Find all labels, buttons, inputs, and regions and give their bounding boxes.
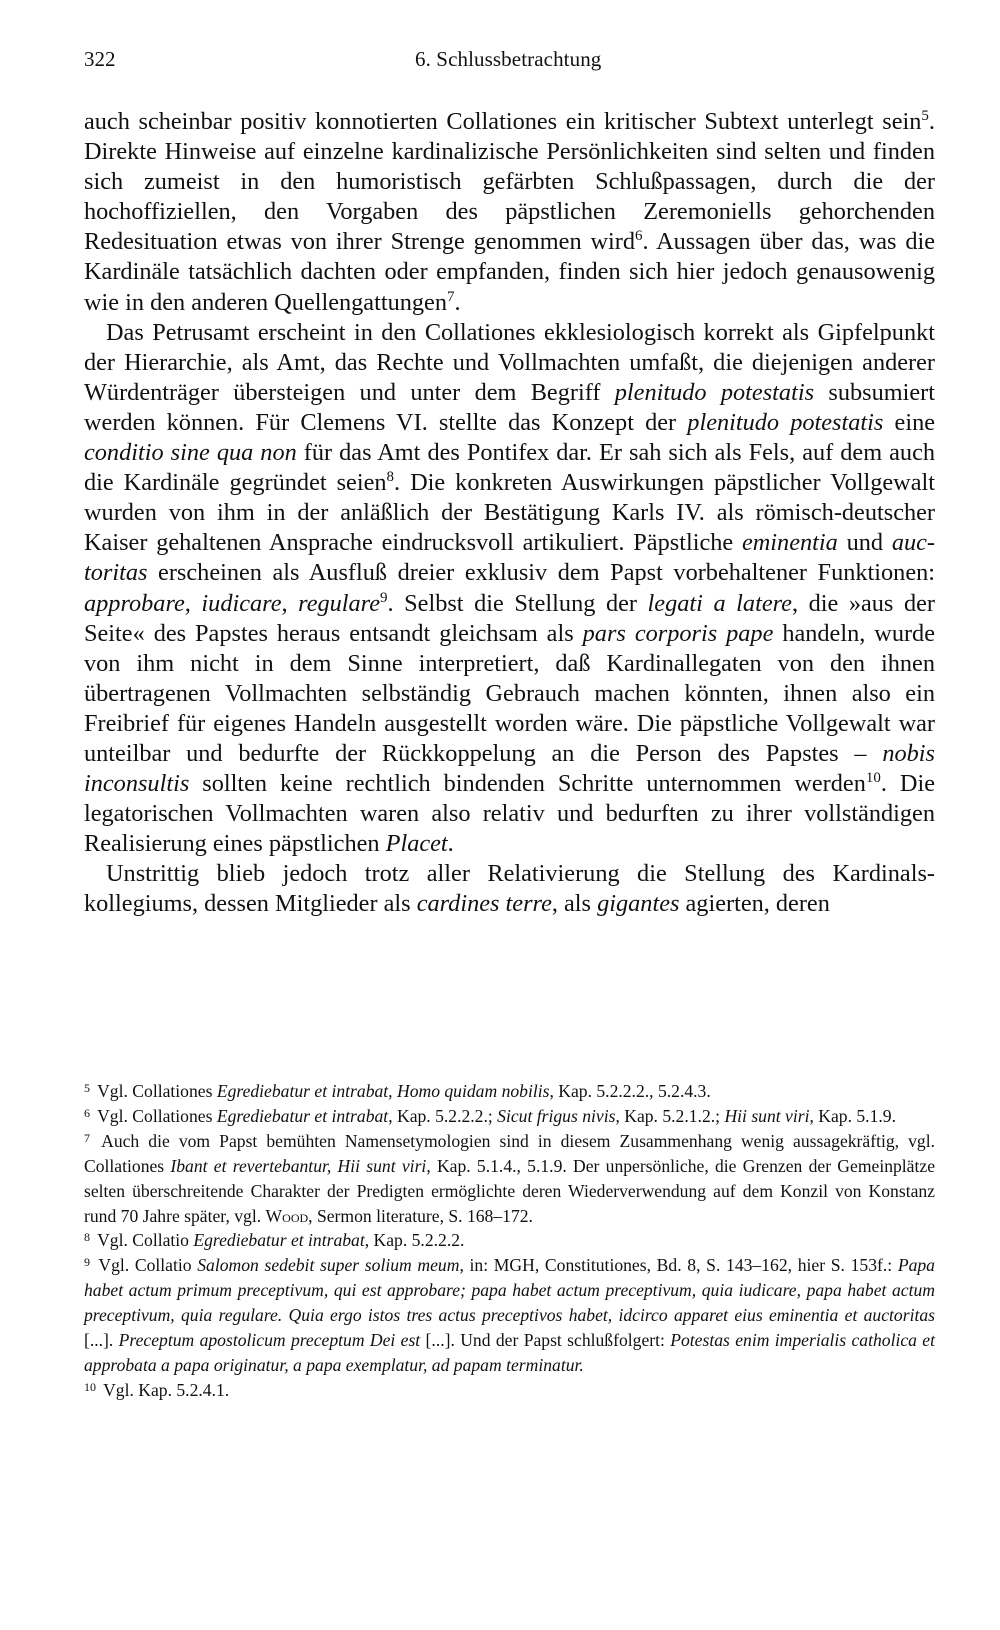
text-run: , Kap. 5.2.2.2., 5.2.4.3. [549,1081,711,1101]
text-run: . Aussagen über das, was die Kardinäle tatsächlich dachten oder empfanden, finden sich hier jedoch genausowenig wie in den anderen Quellengattungen [84,228,935,316]
text-run: . Die konkreten Auswirkungen päpstlicher Vollgewalt wurden von ihm in der anläßlich der Bestätigung Karls IV. als römisch-deutscher Kaiser gehaltenen Ansprache eindrucksvoll artikuliert. Päpstliche [84,469,935,557]
footnote-number: 6 [84,1105,90,1120]
latin-term: Placet [385,830,448,858]
latin-term: legati a latere [647,589,792,617]
footnote-5 [84,1079,935,1104]
footnote-8 [84,1228,935,1253]
text-run: , in: MGH, Constitutiones, Bd. 8, S. 143–162, hier S. 153f.: [459,1255,898,1276]
footnote-number: 7 [84,1130,90,1145]
footnote-number: 5 [84,1081,90,1095]
latin-term: pars corporis pape [582,619,774,647]
latin-term: cardines terre [416,890,552,918]
text-run: für das Amt des Pontifex dar. Er sah sich als Fels, auf dem auch die Kardinäle gegründet seien [84,439,935,497]
footnote-number: 10 [84,1379,96,1394]
footnote-6 [84,1104,935,1129]
latin-quote: Papa habet actum primum preceptivum, qui est approbare; papa habet actum preceptivum, quia iudicare, papa habet actum preceptivum, quia regulare. Quia ergo istos tres actus preceptivos habet, idcirco apparet eius eminentia et auctoritas [84,1255,935,1326]
footnote-ref-9: 9 [380,589,388,606]
text-run: . Die legatorischen Vollmachten waren also relativ und bedurften zu ihrer vollständigen Realisierung eines päpstlichen [84,770,935,858]
text-run: , Kap. 5.2.1.2.; [615,1105,725,1126]
text-run: , Kap. 5.1.4., 5.1.9. Der unpersönliche, die Grenzen der Gemeinplätze selten überschreitende Charakter der Predigten ermöglichte deren Wiederverwendung auf dem Konzil von Konstanz rund 70 Jahre später, vgl. [84,1155,936,1226]
text-run: [...]. [84,1330,119,1351]
footnote-ref-10: 10 [865,770,881,787]
text-run: . Selbst die Stellung der [387,589,648,617]
work-title: Egrediebatur et intrabat [216,1105,389,1126]
text-run: eine [883,408,935,436]
text-run: agierten, deren [679,890,830,918]
latin-quote: Potestas enim imperialis catholica et approbata a papa originatur, a papa exemplatur, ad papam terminatur. [84,1330,936,1375]
text-run: Auch die vom Papst bemühten Namensetymologien sind in diesem Zusammenhang wenig aussagekräftig, vgl. Collationes [84,1130,935,1176]
main-text [84,107,935,920]
latin-term: nobis inconsultis [84,739,935,798]
work-title: Sicut frigus nivis [497,1105,616,1126]
text-run: , Kap. 5.2.2.2.; [388,1105,498,1126]
footnotes [84,1079,935,1403]
footnote-ref-8: 8 [386,469,395,486]
latin-term: auctoritas [84,529,936,587]
running-head: 6. Schlussbetrachtung [415,47,602,71]
page-number: 322 [84,47,116,71]
text-run: . [454,288,461,316]
text-run: subsumiert werden können. Für Clemens VI. stellte das Konzept der [84,378,935,436]
paragraph-1 [84,107,935,318]
text-run: Vgl. Collationes [97,1105,217,1126]
latin-term: eminentia [741,529,838,557]
work-title: Salomon sedebit super solium meum [197,1255,460,1276]
text-run: [...]. Und der Papst schlußfolgert: [420,1330,671,1351]
text-run: , Kap. 5.2.2.2. [364,1230,465,1251]
text-run: . Direkte Hinweise auf einzelne kardinalizische Persönlichkeiten sind selten und finden sich zumeist in den humoristisch gefärbten Schlußpassagen, durch die der hochoffiziellen, den Vorgaben des päpstlichen Zeremoniells gehorchenden Redesituation etwas von ihrer Strenge genommen wird [84,108,935,256]
latin-quote: Preceptum apostolicum preceptum Dei est [118,1330,421,1351]
author-name: Wood [265,1205,309,1226]
latin-term: gigantes [597,890,680,918]
text-run: , Sermon literature, S. 168–172. [308,1205,533,1226]
text-run: erscheinen als Ausfluß dreier exklusiv dem Papst vorbehaltener Funktionen: [147,559,935,587]
work-title: Hii sunt viri [724,1105,810,1126]
text-run: Unstrittig blieb jedoch trotz aller Relativierung die Stellung des Kardinalskollegiums, dessen Mitglieder als [84,860,935,918]
text-run: und [837,529,892,557]
footnote-10 [84,1378,935,1403]
work-title: Egrediebatur et intrabat [193,1230,365,1251]
text-run: Vgl. Collationes [97,1081,217,1101]
latin-term: conditio sine qua non [84,439,297,467]
text-run: handeln, wurde von ihm nicht in dem Sinne interpretiert, daß Kardinallegaten von den ihnen übertragenen Vollmachten selbständig Gebrauch machen könnten, ihnen also ein Freibrief für eigenes Handeln ausgestellt worden wäre. Die päpstliche Vollgewalt war unteilbar und bedurfte der Rückkoppelung an die Person des Papstes – [84,619,935,767]
latin-term: plenitudo potestatis [687,408,884,436]
text-run: . [447,830,454,858]
footnote-number: 9 [84,1255,90,1270]
work-title: Ibant et revertebantur, Hii sunt viri [170,1155,427,1176]
paragraph-3 [84,859,935,919]
footnote-ref-5: 5 [921,108,929,124]
text-run: Vgl. Collatio [97,1230,194,1251]
latin-term: approbare, iudicare, regulare [84,589,381,617]
footnote-ref-7: 7 [446,288,455,305]
footnote-number: 8 [84,1230,90,1245]
text-run: , als [551,890,598,918]
text-run: auch scheinbar positiv konnotierten Collationes ein kritischer Subtext unterlegt sein [84,108,922,135]
footnote-7 [84,1129,935,1229]
text-run: Vgl. Kap. 5.2.4.1. [103,1379,230,1400]
text-run: , Kap. 5.1.9. [809,1105,896,1126]
footnote-9 [84,1253,935,1378]
text-run: Vgl. Collatio [98,1255,198,1276]
work-title: Egrediebatur et intrabat, Homo quidam nobilis [216,1081,550,1101]
text-run: sollten keine rechtlich bindenden Schritte unternommen werden [189,770,866,798]
footnote-ref-6: 6 [635,228,643,245]
paragraph-2 [84,318,935,860]
latin-term: plenitudo potestatis [614,378,815,406]
text-run: , die »aus der Seite« des Papstes heraus entsandt gleichsam als [84,589,935,647]
page-header [84,44,934,74]
text-run: Das Petrusamt erscheint in den Collationes ekklesiologisch korrekt als Gipfelpunkt der Hierarchie, als Amt, das Rechte und Vollmachten umfaßt, die diejenigen anderer Würdenträger übersteigen und unter dem Begriff [84,318,935,406]
